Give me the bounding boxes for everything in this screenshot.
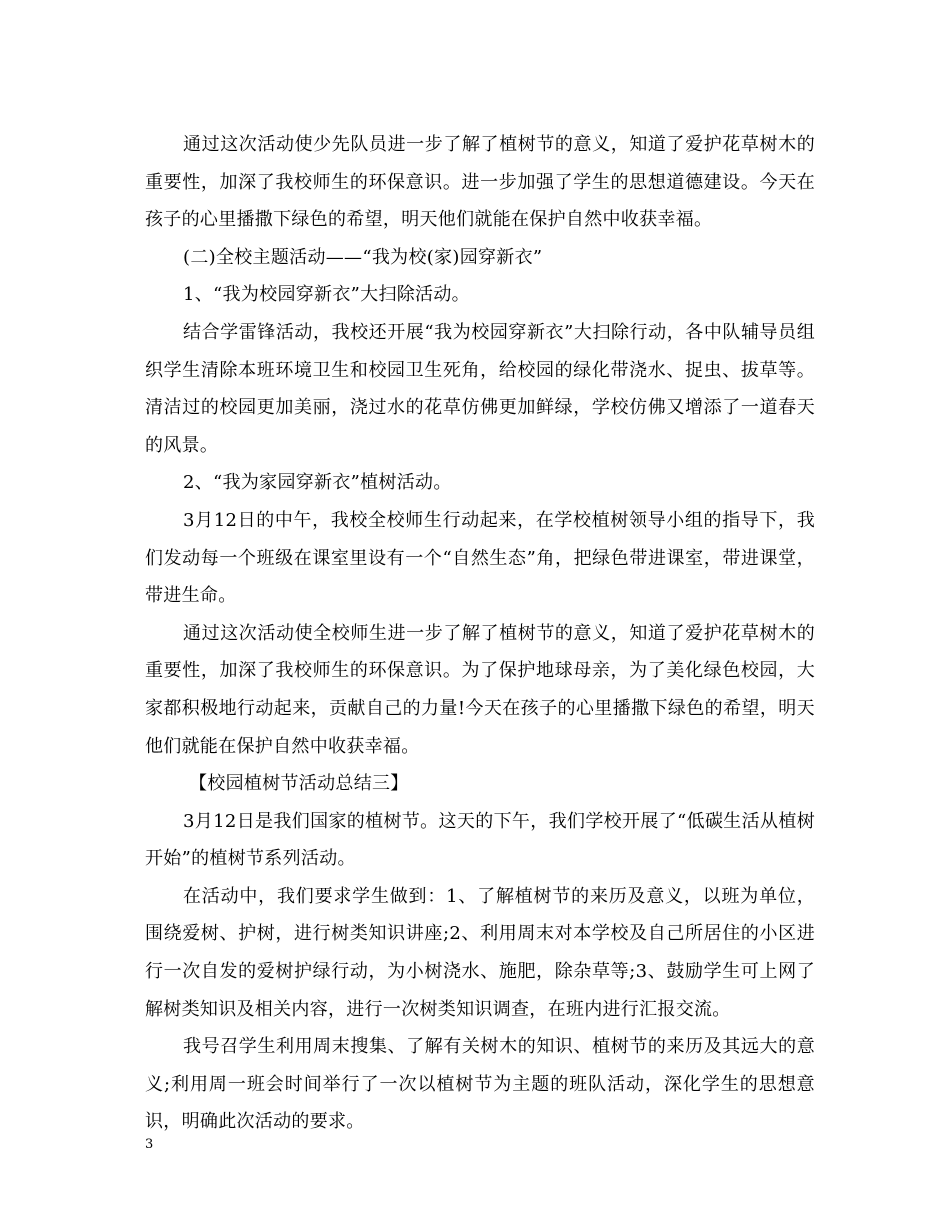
document-body	[145, 126, 815, 1141]
summary-title: 【校园植树节活动总结三】	[189, 773, 409, 795]
subsection-heading: 2、“我为家园穿新衣”植树活动。	[183, 472, 452, 494]
paragraph: 结合学雷锋活动，我校还开展“我为校园穿新衣”大扫除行动，各中队辅导员组织学生清除本班环境卫生和校园卫生死角，给校园的绿化带浇水、捉虫、拔草等。清洁过的校园更加美丽，浇过水的花草仿佛更加鲜绿，学校仿佛又增添了一道春天的风景。	[145, 321, 815, 456]
subsection-heading: 1、“我为校园穿新衣”大扫除活动。	[183, 284, 470, 306]
paragraph: 3月12日是我们国家的植树节。这天的下午，我们学校开展了“低碳生活从植树开始”的植树节系列活动。	[145, 810, 815, 870]
page-number: 3	[145, 1137, 154, 1152]
paragraph: 在活动中，我们要求学生做到：1、了解植树节的来历及意义，以班为单位，围绕爱树、护树，进行树类知识讲座;2、利用周末对本学校及自己所居住的小区进行一次自发的爱树护绿行动，为小树浇水、施肥，除杂草等;3、鼓励学生可上网了解树类知识及相关内容，进行一次树类知识调查，在班内进行汇报交流。	[145, 885, 815, 1020]
paragraph: 我号召学生利用周末搜集、了解有关树木的知识、植树节的来历及其远大的意义;利用周一班会时间举行了一次以植树节为主题的班队活动，深化学生的思想意识，明确此次活动的要求。	[145, 1036, 815, 1133]
paragraph: 通过这次活动使少先队员进一步了解了植树节的意义，知道了爱护花草树木的重要性，加深了我校师生的环保意识。进一步加强了学生的思想道德建设。今天在孩子的心里播撒下绿色的希望，明天他们就能在保护自然中收获幸福。	[145, 134, 815, 231]
paragraph: 通过这次活动使全校师生进一步了解了植树节的意义，知道了爱护花草树木的重要性，加深了我校师生的环保意识。为了保护地球母亲，为了美化绿色校园，大家都积极地行动起来，贡献自己的力量!今天在孩子的心里播撒下绿色的希望，明天他们就能在保护自然中收获幸福。	[145, 622, 815, 757]
section-heading: (二)全校主题活动——“我为校(家)园穿新衣”	[183, 246, 543, 268]
paragraph: 3月12日的中午，我校全校师生行动起来，在学校植树领导小组的指导下，我们发动每一个班级在课室里设有一个“自然生态”角，把绿色带进课室，带进课堂，带进生命。	[145, 509, 815, 607]
